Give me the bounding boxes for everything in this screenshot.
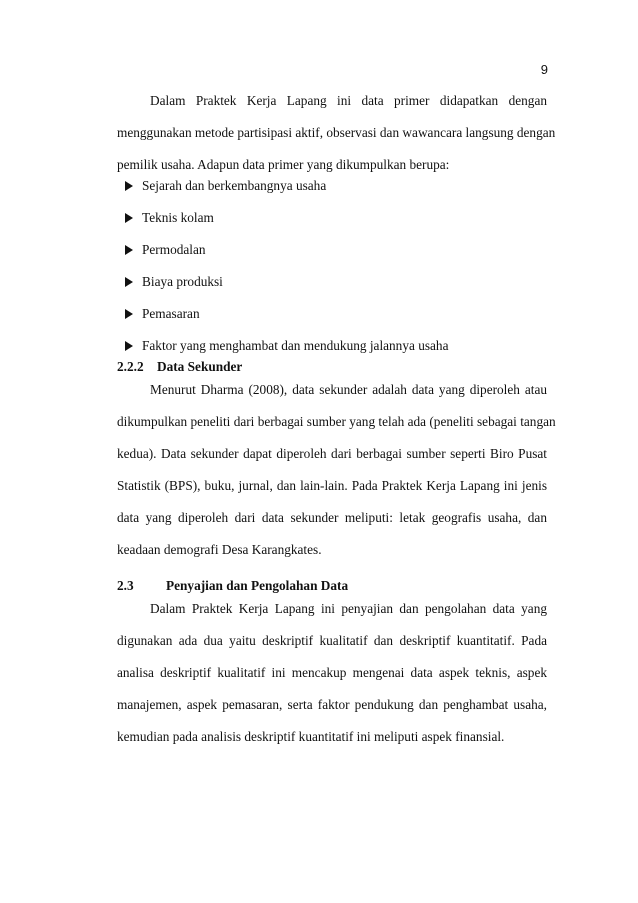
- list-item-label: Sejarah dan berkembangnya usaha: [142, 178, 327, 193]
- text-line: Statistik (BPS), buku, jurnal, dan lain-lain. Pada Praktek Kerja Lapang ini jenis: [117, 478, 547, 493]
- text-line: data yang diperoleh dari data sekunder meliputi: letak geografis usaha, dan: [117, 510, 547, 525]
- text-line: menggunakan metode partisipasi aktif, observasi dan wawancara langsung dengan: [117, 125, 556, 140]
- arrow-bullet-icon: [125, 277, 133, 287]
- list-item: [125, 170, 448, 202]
- list-item-label: Teknis kolam: [142, 210, 214, 225]
- list-item: [125, 266, 448, 298]
- section-title: Penyajian dan Pengolahan Data: [166, 578, 349, 593]
- arrow-bullet-icon: [125, 213, 133, 223]
- section-title: Data Sekunder: [157, 359, 243, 374]
- text-line: kedua). Data sekunder dapat diperoleh dari berbagai sumber seperti Biro Pusat: [117, 446, 547, 461]
- text-line: pemilik usaha. Adapun data primer yang dikumpulkan berupa:: [117, 157, 450, 172]
- paragraph-primary-data: [117, 85, 556, 181]
- page-number: 9: [540, 62, 548, 77]
- list-item: [125, 298, 448, 330]
- text-line: manajemen, aspek pemasaran, serta faktor pendukung dan penghambat usaha,: [117, 697, 547, 712]
- text-line: kemudian pada analisis deskriptif kuantitatif ini meliputi aspek finansial.: [117, 729, 505, 744]
- text-line: Menurut Dharma (2008), data sekunder adalah data yang diperoleh atau: [150, 382, 547, 397]
- text-line: digunakan ada dua yaitu deskriptif kualitatif dan deskriptif kuantitatif. Pada: [117, 633, 547, 648]
- arrow-bullet-icon: [125, 341, 133, 351]
- list-item: [125, 234, 448, 266]
- section-number: 2.3: [117, 578, 134, 593]
- arrow-bullet-icon: [125, 245, 133, 255]
- text-line: Dalam Praktek Kerja Lapang ini data primer didapatkan dengan: [150, 93, 547, 108]
- text-line: analisa deskriptif kualitatif ini mencakup mengenai data aspek teknis, aspek: [117, 665, 547, 680]
- primary-data-list: [125, 170, 448, 362]
- paragraph-secondary-data: [117, 374, 556, 566]
- paragraph-data-processing: [117, 593, 547, 753]
- list-item-label: Permodalan: [142, 242, 206, 257]
- text-line: keadaan demografi Desa Karangkates.: [117, 542, 322, 557]
- arrow-bullet-icon: [125, 181, 133, 191]
- list-item-label: Pemasaran: [142, 306, 200, 321]
- text-line: Dalam Praktek Kerja Lapang ini penyajian dan pengolahan data yang: [150, 601, 547, 616]
- list-item: [125, 202, 448, 234]
- list-item-label: Faktor yang menghambat dan mendukung jalannya usaha: [142, 338, 449, 353]
- list-item-label: Biaya produksi: [142, 274, 223, 289]
- arrow-bullet-icon: [125, 309, 133, 319]
- text-line: dikumpulkan peneliti dari berbagai sumber yang telah ada (peneliti sebagai tangan: [117, 414, 556, 429]
- section-number: 2.2.2: [117, 359, 144, 374]
